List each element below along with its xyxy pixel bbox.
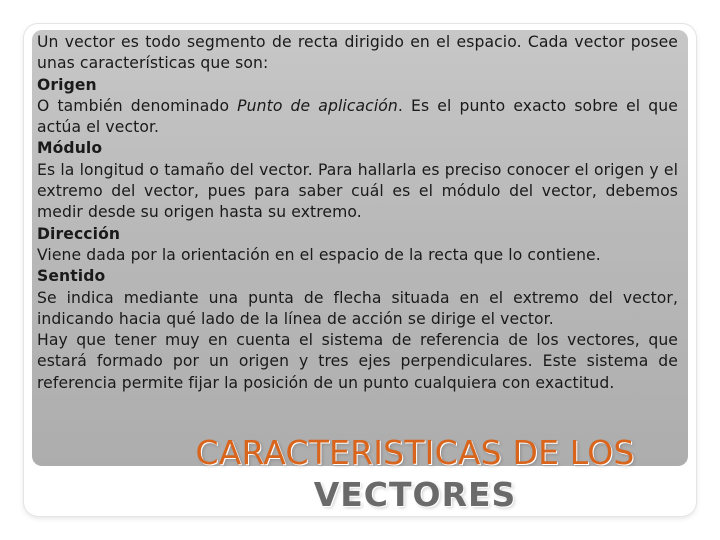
modulo-paragraph: Es la longitud o tamaño del vector. Para hallarla es preciso conocer el origen y el extremo del vector, pues para saber cuál es el módulo del vector, debemos medir desde su origen hasta su extremo.: [37, 160, 678, 222]
origen-text-end: . Es el punto exacto sobre el que actúa el vector.: [37, 96, 678, 137]
sentido-heading: Sentido: [37, 267, 106, 286]
origen-text-start: O también denominado: [37, 96, 238, 115]
closing-paragraph: Hay que tener muy en cuenta el sistema de referencia de los vectores, que estará formado por un origen y tres ejes perpendiculares. Este sistema de referencia permite fijar la posición de un punto cualquiera con exactitud.: [37, 331, 678, 392]
slide-title: [150, 432, 680, 516]
origen-heading: Origen: [37, 75, 97, 94]
origen-text-italic: Punto de aplicación: [237, 96, 398, 115]
direccion-paragraph: Viene dada por la orientación en el espacio de la recta que lo contiene.: [37, 245, 601, 264]
direccion-heading: Dirección: [37, 224, 121, 243]
intro-paragraph: Un vector es todo segmento de recta dirigido en el espacio. Cada vector posee unas características que son:: [37, 33, 678, 73]
origen-paragraph: [37, 96, 678, 139]
sentido-paragraph: Se indica mediante una punta de flecha situada en el extremo del vector, indicando hacia qué lado de la línea de acción se dirige el vector.: [37, 288, 678, 328]
title-line-1: CARACTERISTICAS DE LOS: [195, 433, 635, 472]
modulo-heading: Módulo: [37, 139, 103, 158]
slide-body: [37, 32, 678, 394]
title-line-2: VECTORES: [313, 475, 517, 514]
